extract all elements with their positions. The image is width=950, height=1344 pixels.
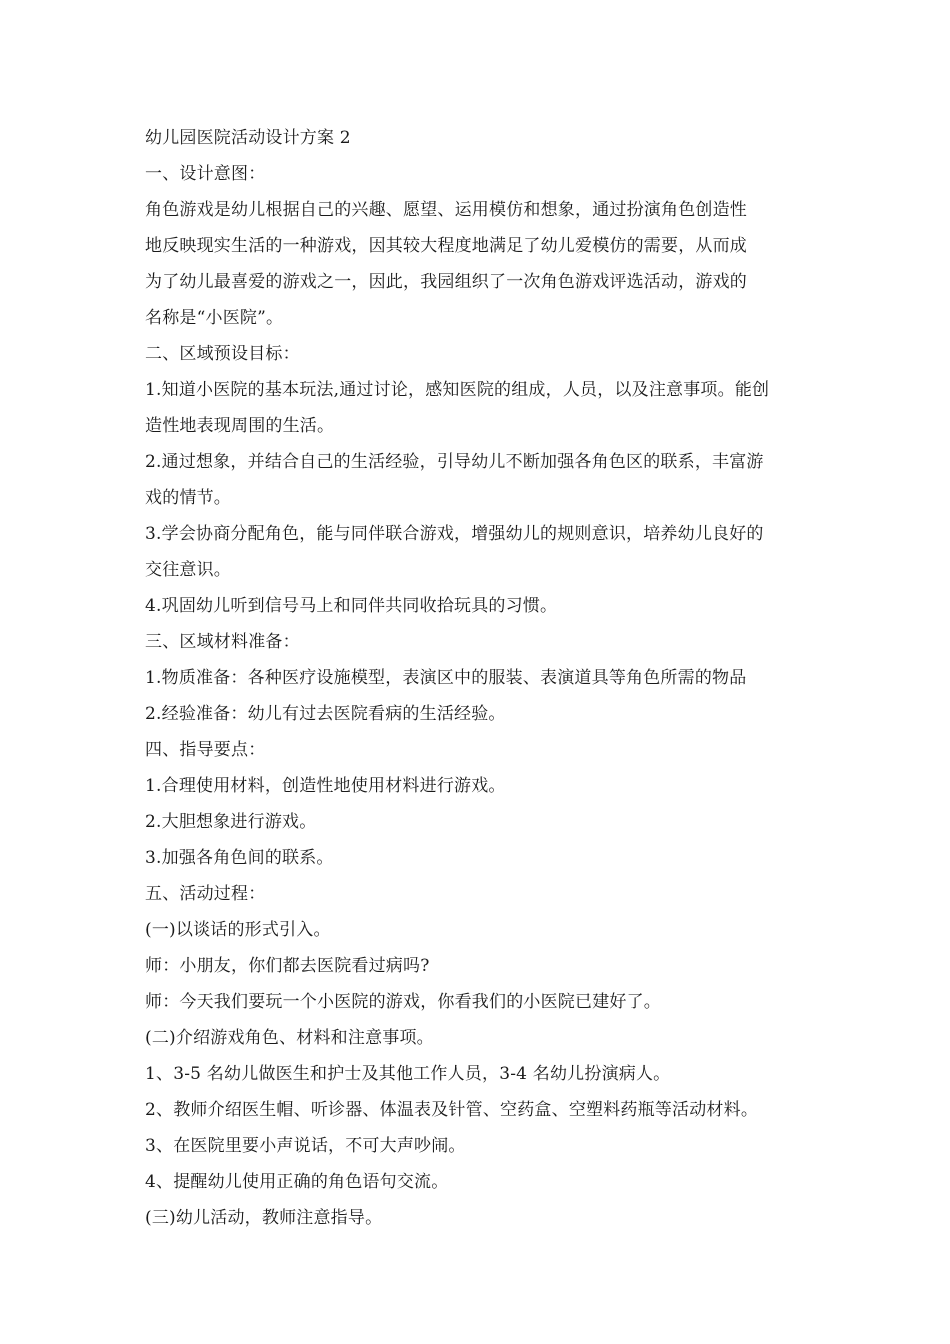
dialogue-line: 师：今天我们要玩一个小医院的游戏，你看我们的小医院已建好了。	[145, 992, 661, 1012]
list-item-line: 2.大胆想象进行游戏。	[145, 812, 317, 832]
section-heading-goals: 二、区域预设目标：	[145, 344, 300, 364]
sub-heading-line: (二)介绍游戏角色、材料和注意事项。	[145, 1028, 434, 1048]
list-item-line: 1、3-5 名幼儿做医生和护士及其他工作人员，3-4 名幼儿扮演病人。	[145, 1064, 671, 1084]
list-item-line: 4.巩固幼儿听到信号马上和同伴共同收拾玩具的习惯。	[145, 596, 558, 616]
list-item-line: 2、教师介绍医生帽、听诊器、体温表及针管、空药盒、空塑料药瓶等活动材料。	[145, 1100, 759, 1120]
sub-heading-line: (一)以谈话的形式引入。	[145, 920, 331, 940]
list-item-line: 2.经验准备：幼儿有过去医院看病的生活经验。	[145, 704, 506, 724]
list-item-line: 1.物质准备：各种医疗设施模型，表演区中的服装、表演道具等角色所需的物品	[145, 668, 747, 688]
sub-heading-line: (三)幼儿活动，教师注意指导。	[145, 1208, 383, 1228]
list-item-line: 造性地表现周围的生活。	[145, 416, 335, 436]
paragraph-line: 地反映现实生活的一种游戏，因其较大程度地满足了幼儿爱模仿的需要，从而成	[145, 236, 747, 256]
list-item-line: 戏的情节。	[145, 488, 231, 508]
list-item-line: 3、在医院里要小声说话，不可大声吵闹。	[145, 1136, 466, 1156]
section-heading-guidance: 四、指导要点：	[145, 740, 266, 760]
section-heading-materials: 三、区域材料准备：	[145, 632, 300, 652]
document-page	[145, 120, 810, 1236]
list-item-line: 4、提醒幼儿使用正确的角色语句交流。	[145, 1172, 449, 1192]
document-title: 幼儿园医院活动设计方案 2	[145, 128, 351, 148]
list-item-line: 3.学会协商分配角色，能与同伴联合游戏，增强幼儿的规则意识，培养幼儿良好的	[145, 524, 764, 544]
list-item-line: 交往意识。	[145, 560, 231, 580]
list-item-line: 1.知道小医院的基本玩法,通过讨论，感知医院的组成，人员，以及注意事项。能创	[145, 380, 770, 400]
list-item-line: 1.合理使用材料，创造性地使用材料进行游戏。	[145, 776, 506, 796]
list-item-line: 3.加强各角色间的联系。	[145, 848, 334, 868]
paragraph-line: 角色游戏是幼儿根据自己的兴趣、愿望、运用模仿和想象，通过扮演角色创造性	[145, 200, 747, 220]
section-heading-process: 五、活动过程：	[145, 884, 266, 904]
dialogue-line: 师：小朋友，你们都去医院看过病吗?	[145, 956, 430, 976]
paragraph-line: 为了幼儿最喜爱的游戏之一，因此，我园组织了一次角色游戏评选活动，游戏的	[145, 272, 747, 292]
list-item-line: 2.通过想象，并结合自己的生活经验，引导幼儿不断加强各角色区的联系，丰富游	[145, 452, 764, 472]
paragraph-line: 名称是“小医院”。	[145, 308, 284, 328]
section-heading-design-intent: 一、设计意图：	[145, 164, 266, 184]
